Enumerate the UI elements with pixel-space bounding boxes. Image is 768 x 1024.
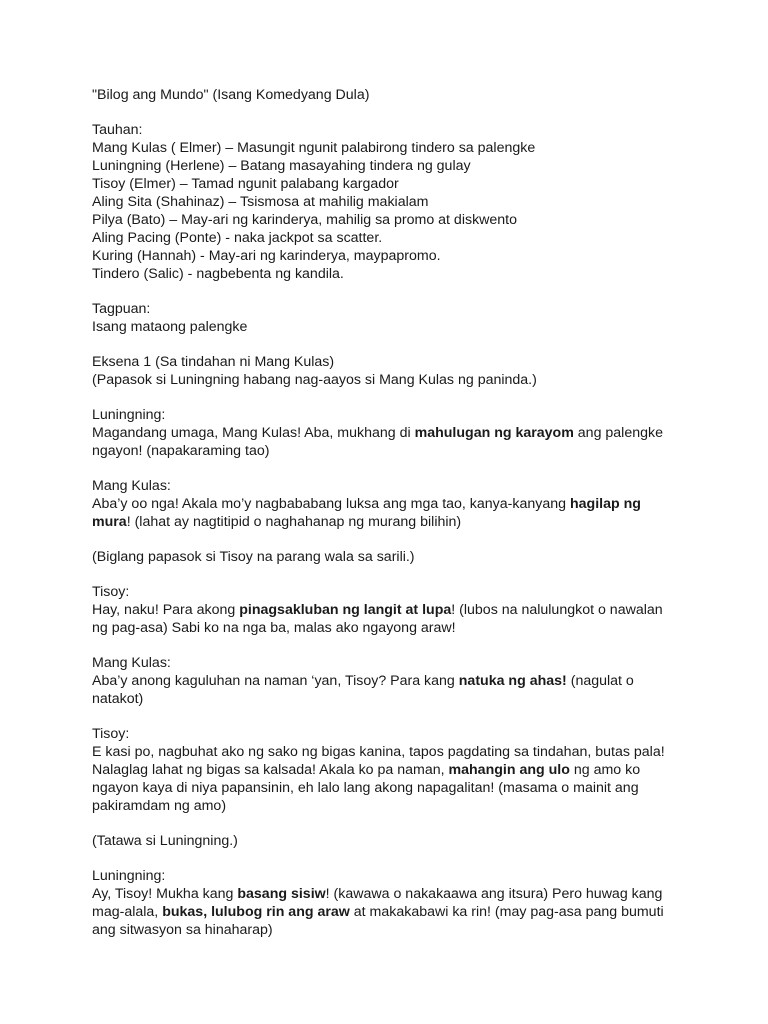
stage-direction: (Tatawa si Luningning.) (92, 833, 238, 849)
dialogue-text: Aba’y oo nga! Akala mo’y nagbababang luksa ang mga tao, kanya-kanyang (92, 496, 570, 512)
dialogue-line (92, 442, 692, 460)
dialogue-text: Aba’y anong kaguluhan na naman ‘yan, Tisoy? Para kang (92, 673, 459, 689)
spacer (92, 336, 692, 353)
idiom-highlight: bukas, lulubog rin ang araw (162, 904, 350, 920)
dialogue-line (92, 903, 692, 921)
speaker-name: Mang Kulas: (92, 478, 171, 494)
dialogue-text: ! (lubos na nalulungkot o nawalan (451, 602, 663, 618)
stage-direction: (Papasok si Luningning habang nag-aayos si Mang Kulas ng paninda.) (92, 372, 537, 388)
character-item: Aling Pacing (Ponte) - naka jackpot sa scatter. (92, 230, 383, 246)
idiom-highlight: mahangin ang ulo (448, 762, 570, 778)
dialogue-text: Magandang umaga, Mang Kulas! Aba, mukhang di (92, 425, 415, 441)
dialogue-text: ang sitwasyon sa hinaharap) (92, 922, 273, 938)
play-title: "Bilog ang Mundo" (Isang Komedyang Dula) (92, 87, 370, 103)
dialogue-text: Hay, naku! Para akong (92, 602, 240, 618)
speaker-name: Tisoy: (92, 584, 130, 600)
idiom-highlight: mahulugan ng karayom (414, 425, 574, 441)
dialogue-line (92, 779, 692, 797)
dialogue-text: ngayon! (napakaraming tao) (92, 443, 270, 459)
spacer (92, 389, 692, 406)
dialogue-line (92, 921, 692, 939)
dialogue-line (92, 797, 692, 815)
idiom-highlight: natuka ng ahas! (458, 673, 567, 689)
character-item: Luningning (Herlene) – Batang masayahing tindera ng gulay (92, 158, 471, 174)
idiom-highlight: hagilap ng (569, 496, 641, 512)
character-item: Tisoy (Elmer) – Tamad ngunit palabang kargador (92, 176, 399, 192)
character-item: Aling Sita (Shahinaz) – Tsismosa at mahilig makialam (92, 194, 429, 210)
dialogue-text: ngayon kaya di niya papansinin, eh lalo lang akong napagalitan! (masama o mainit ang (92, 780, 639, 796)
spacer (92, 566, 692, 583)
dialogue-text: ng amo ko (569, 762, 641, 778)
characters-heading: Tauhan: (92, 122, 143, 138)
spacer (92, 708, 692, 725)
dialogue-text: at makakabawi ka rin! (may pag-asa pang bumuti (349, 904, 664, 920)
character-item: Kuring (Hannah) - May-ari ng karinderya, maypapromo. (92, 248, 441, 264)
dialogue-line (92, 495, 692, 513)
character-item: Tindero (Salic) - nagbebenta ng kandila. (92, 266, 344, 282)
dialogue-line (92, 743, 692, 761)
setting-heading: Tagpuan: (92, 301, 151, 317)
dialogue-text: mag-alala, (92, 904, 163, 920)
dialogue-line (92, 601, 692, 619)
dialogue-line (92, 690, 692, 708)
dialogue-line (92, 513, 692, 531)
spacer (92, 460, 692, 477)
dialogue-section (92, 406, 692, 939)
dialogue-text: (nagulat o (566, 673, 634, 689)
character-item: Mang Kulas ( Elmer) – Masungit ngunit palabirong tindero sa palengke (92, 140, 536, 156)
speaker-name: Luningning: (92, 868, 166, 884)
dialogue-text: Nalaglag lahat ng bigas sa kalsada! Akala ko pa naman, (92, 762, 449, 778)
setting-text: Isang mataong palengke (92, 319, 248, 335)
dialogue-text: ! (lahat ay nagtitipid o naghahanap ng murang bilihin) (126, 514, 462, 530)
spacer (92, 815, 692, 832)
dialogue-text: natakot) (92, 691, 144, 707)
speaker-name: Mang Kulas: (92, 655, 171, 671)
dialogue-text: pakiramdam ng amo) (92, 798, 227, 814)
dialogue-text: ng pag-asa) Sabi ko na nga ba, malas ako ngayong araw! (92, 620, 456, 636)
dialogue-text: ! (kawawa o nakakaawa ang itsura) Pero huwag kang (325, 886, 663, 902)
stage-direction: (Biglang papasok si Tisoy na parang wala sa sarili.) (92, 549, 415, 565)
dialogue-text: Ay, Tisoy! Mukha kang (92, 886, 238, 902)
spacer (92, 283, 692, 300)
dialogue-line (92, 619, 692, 637)
speaker-name: Tisoy: (92, 726, 130, 742)
characters-list (92, 139, 692, 283)
scene-heading: Eksena 1 (Sa tindahan ni Mang Kulas) (92, 354, 335, 370)
idiom-highlight: basang sisiw (237, 886, 326, 902)
dialogue-line (92, 424, 692, 442)
spacer (92, 104, 692, 121)
dialogue-text: ang palengke (573, 425, 663, 441)
idiom-highlight: pinagsakluban ng langit at lupa (239, 602, 452, 618)
dialogue-line (92, 761, 692, 779)
spacer (92, 850, 692, 867)
speaker-name: Luningning: (92, 407, 166, 423)
dialogue-line (92, 672, 692, 690)
dialogue-line (92, 885, 692, 903)
document-page (92, 86, 692, 939)
dialogue-text: E kasi po, nagbuhat ako ng sako ng bigas kanina, tapos pagdating sa tindahan, butas pala! (92, 744, 665, 760)
spacer (92, 531, 692, 548)
idiom-highlight: mura (92, 514, 127, 530)
character-item: Pilya (Bato) – May-ari ng karinderya, mahilig sa promo at diskwento (92, 212, 518, 228)
spacer (92, 637, 692, 654)
